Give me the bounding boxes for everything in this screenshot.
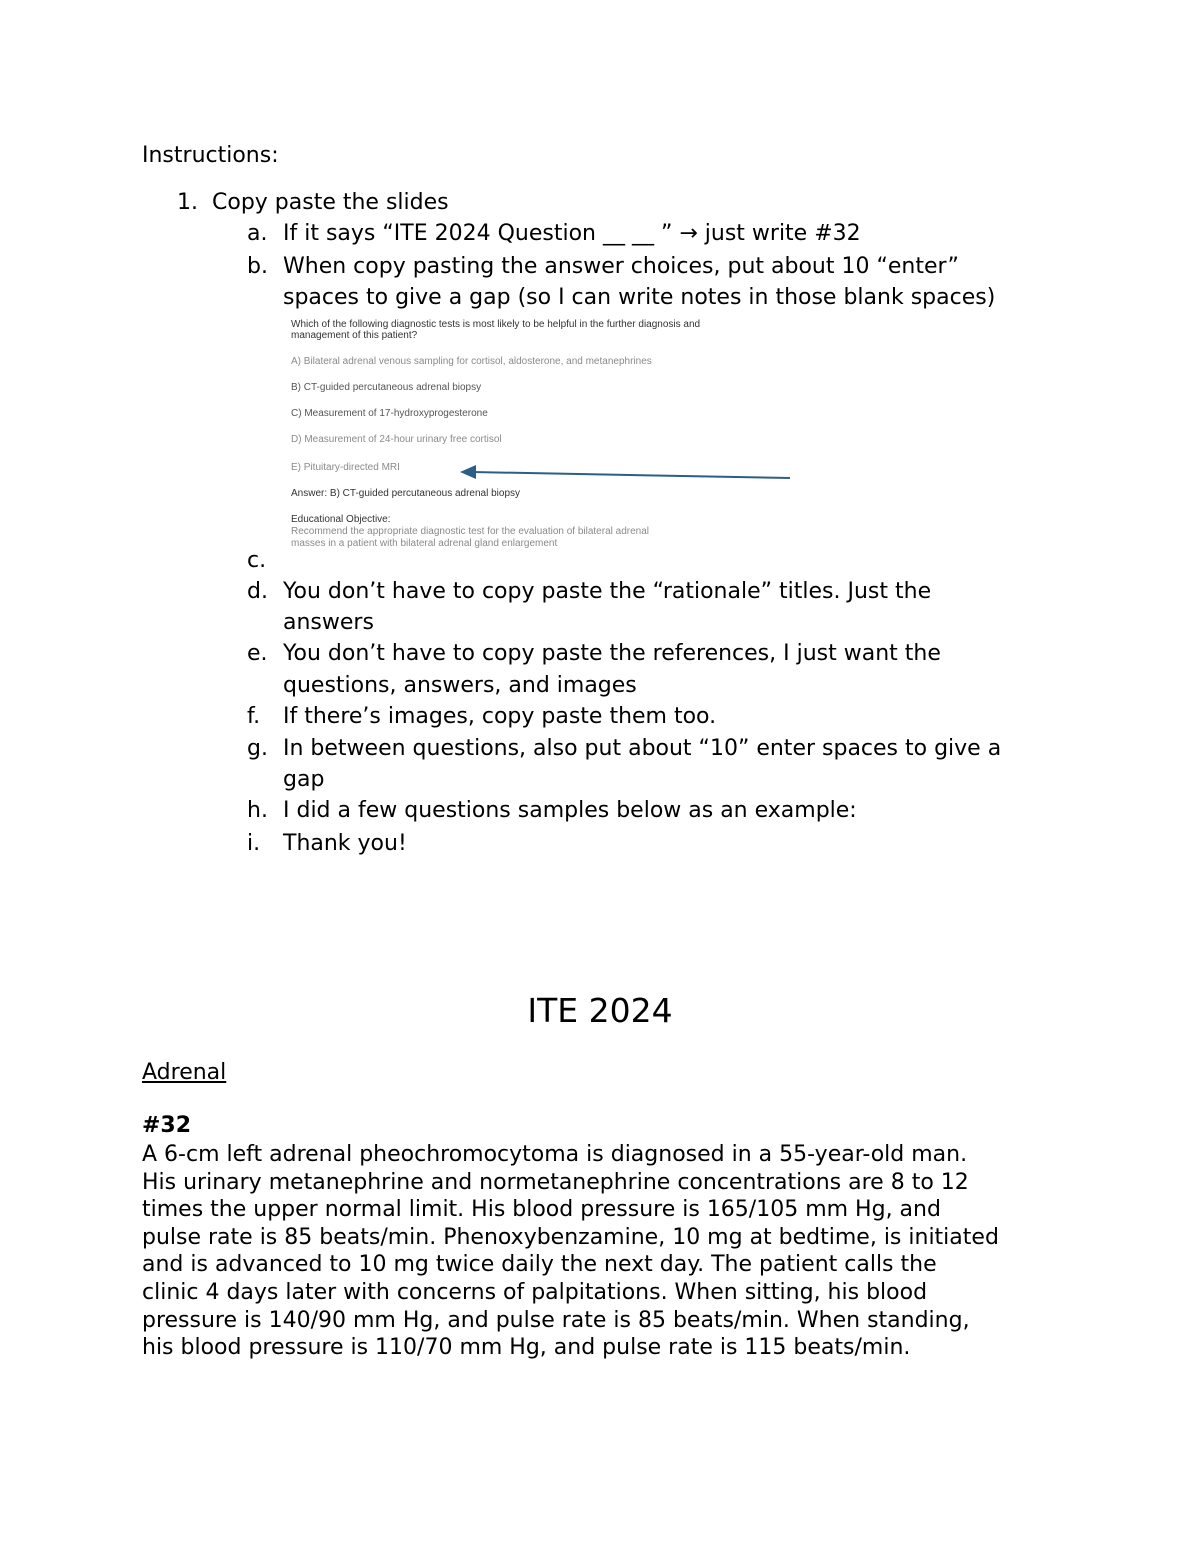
list-item-g-line-1: In between questions, also put about “10” enter spaces to give a — [283, 736, 1002, 761]
list-marker-i: i. — [247, 831, 261, 856]
slide-choice-b: B) CT-guided percutaneous adrenal biopsy — [291, 382, 482, 393]
list-item-a: If it says “ITE 2024 Question __ __ ” → just write #32 — [283, 221, 861, 246]
section-title: Adrenal — [142, 1060, 227, 1085]
list-marker-g: g. — [247, 736, 268, 761]
question-line-4: pulse rate is 85 beats/min. Phenoxybenzamine, 10 mg at bedtime, is initiated — [142, 1224, 999, 1250]
question-line-6: clinic 4 days later with concerns of palpitations. When sitting, his blood — [142, 1280, 928, 1305]
list-item-h: I did a few questions samples below as an example: — [283, 798, 857, 823]
question-number: #32 — [142, 1113, 192, 1138]
list-marker-e: e. — [247, 641, 268, 666]
step-text: Copy paste the slides — [212, 190, 449, 215]
slide-choice-e: E) Pituitary-directed MRI — [291, 462, 400, 473]
arrow-icon — [458, 461, 798, 485]
slide-answer: Answer: B) CT-guided percutaneous adrenal biopsy — [291, 488, 521, 499]
list-marker-c: c. — [247, 548, 267, 573]
slide-question-line-1: Which of the following diagnostic tests is most likely to be helpful in the further diagnosis and — [291, 319, 701, 330]
slide-objective-line-1: Recommend the appropriate diagnostic test for the evaluation of bilateral adrenal — [291, 526, 649, 537]
list-item-b-line-2: spaces to give a gap (so I can write notes in those blank spaces) — [283, 285, 996, 310]
list-marker-d: d. — [247, 579, 268, 604]
question-line-1: A 6-cm left adrenal pheochromocytoma is diagnosed in a 55-year-old man. — [142, 1142, 968, 1167]
list-item-d-line-1: You don’t have to copy paste the “rationale” titles. Just the — [283, 579, 932, 604]
question-line-5: and is advanced to 10 mg twice daily the next day. The patient calls the — [142, 1252, 937, 1278]
list-item-e-line-1: You don’t have to copy paste the references, I just want the — [283, 641, 941, 666]
list-marker-a: a. — [247, 221, 268, 246]
slide-objective-line-2: masses in a patient with bilateral adrenal gland enlargement — [291, 538, 558, 549]
list-marker-h: h. — [247, 798, 268, 823]
step-number: 1. — [177, 190, 198, 215]
list-item-b-line-1: When copy pasting the answer choices, put about 10 “enter” — [283, 254, 959, 279]
list-marker-b: b. — [247, 254, 268, 279]
list-item-i: Thank you! — [283, 831, 407, 856]
slide-question-line-2: management of this patient? — [291, 330, 418, 341]
question-line-8: his blood pressure is 110/70 mm Hg, and pulse rate is 115 beats/min. — [142, 1335, 911, 1361]
list-marker-f: f. — [247, 704, 261, 729]
question-line-2: His urinary metanephrine and normetanephrine concentrations are 8 to 12 — [142, 1169, 969, 1195]
slide-choice-a: A) Bilateral adrenal venous sampling for cortisol, aldosterone, and metanephrines — [291, 356, 652, 367]
question-line-7: pressure is 140/90 mm Hg, and pulse rate is 85 beats/min. When standing, — [142, 1307, 970, 1333]
list-item-f: If there’s images, copy paste them too. — [283, 704, 717, 729]
document-heading: ITE 2024 — [527, 991, 673, 1030]
slide-screenshot-image — [288, 315, 793, 553]
list-item-d-line-2: answers — [283, 610, 374, 635]
instructions-title: Instructions: — [142, 143, 279, 168]
slide-objective-title: Educational Objective: — [291, 514, 391, 525]
list-item-e-line-2: questions, answers, and images — [283, 673, 637, 698]
slide-choice-d: D) Measurement of 24-hour urinary free cortisol — [291, 434, 502, 445]
list-item-g-line-2: gap — [283, 767, 325, 792]
slide-choice-c: C) Measurement of 17-hydroxyprogesterone — [291, 408, 488, 419]
question-line-3: times the upper normal limit. His blood pressure is 165/105 mm Hg, and — [142, 1197, 941, 1223]
